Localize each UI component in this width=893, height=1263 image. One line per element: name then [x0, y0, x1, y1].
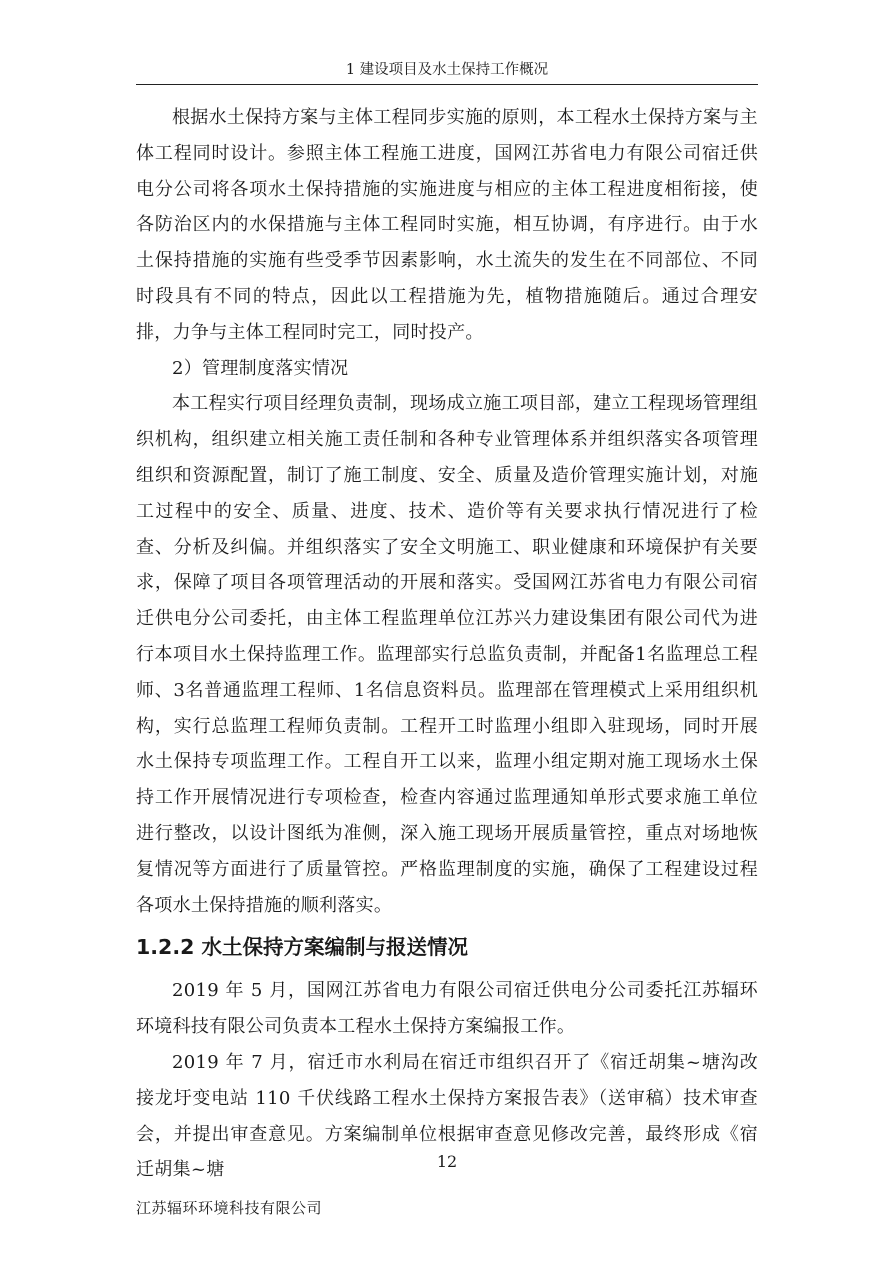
page-number: 12 [436, 1152, 458, 1171]
paragraph: 根据水土保持方案与主体工程同步实施的原则，本工程水土保持方案与主体工程同时设计。参照主体工程施工进度，国网江苏省电力有限公司宿迁供电分公司将各项水土保持措施的实施进度与相应的主体工程进度相衔接，使各防治区内的水保措施与主体工程同时实施，相互协调，有序进行。由于水土保持措施的实施有些受季节因素影响，水土流失的发生在不同部位、不同时段具有不同的特点，因此以工程措施为先，植物措施随后。通过合理安排，力争与主体工程同时完工，同时投产。 [136, 107, 758, 343]
company-name: 江苏辐环环境科技有限公司 [136, 1199, 323, 1217]
running-header: 1 建设项目及水土保持工作概况 [136, 58, 758, 85]
section-heading: 1.2.2 水土保持方案编制与报送情况 [136, 935, 469, 960]
paragraph: 本工程实行项目经理负责制，现场成立施工项目部，建立工程现场管理组织机构，组织建立相关施工责任制和各种专业管理体系并组织落实各项管理组织和资源配置，制订了施工制度、安全、质量及造价管理实施计划，对施工过程中的安全、质量、进度、技术、造价等有关要求执行情况进行了检查、分析及纠偏。并组织落实了安全文明施工、职业健康和环境保护有关要求，保障了项目各项管理活动的开展和落实。受国网江苏省电力有限公司宿迁供电分公司委托，由主体工程监理单位江苏兴力建设集团有限公司代为进行本项目水土保持监理工作。监理部实行总监负责制，并配备1名监理总工程师、3名普通监理工程师、1名信息资料员。监理部在管理模式上采用组织机构，实行总监理工程师负责制。工程开工时监理小组即入驻现场，同时开展水土保持专项监理工作。工程自开工以来，监理小组定期对施工现场水土保持工作开展情况进行专项检查，检查内容通过监理通知单形式要求施工单位进行整改，以设计图纸为准侧，深入施工现场开展质量管控，重点对场地恢复情况等方面进行了质量管控。严格监理制度的实施，确保了工程建设过程各项水土保持措施的顺利落实。 [136, 393, 758, 916]
paragraph: 2019 年 5 月，国网江苏省电力有限公司宿迁供电分公司委托江苏辐环环境科技有限公司负责本工程水土保持方案编报工作。 [136, 980, 758, 1038]
paragraph: 2019 年 7 月，宿迁市水利局在宿迁市组织召开了《宿迁胡集~塘沟改接龙圩变电站 110 千伏线路工程水土保持方案报告表》（送审稿）技术审查会，并提出审查意见。方案编制单位根据审查意见修改完善，最终形成《宿迁胡集~塘 [136, 1051, 758, 1181]
document-body [136, 100, 758, 1188]
sub-heading: 2）管理制度落实情况 [172, 357, 349, 379]
